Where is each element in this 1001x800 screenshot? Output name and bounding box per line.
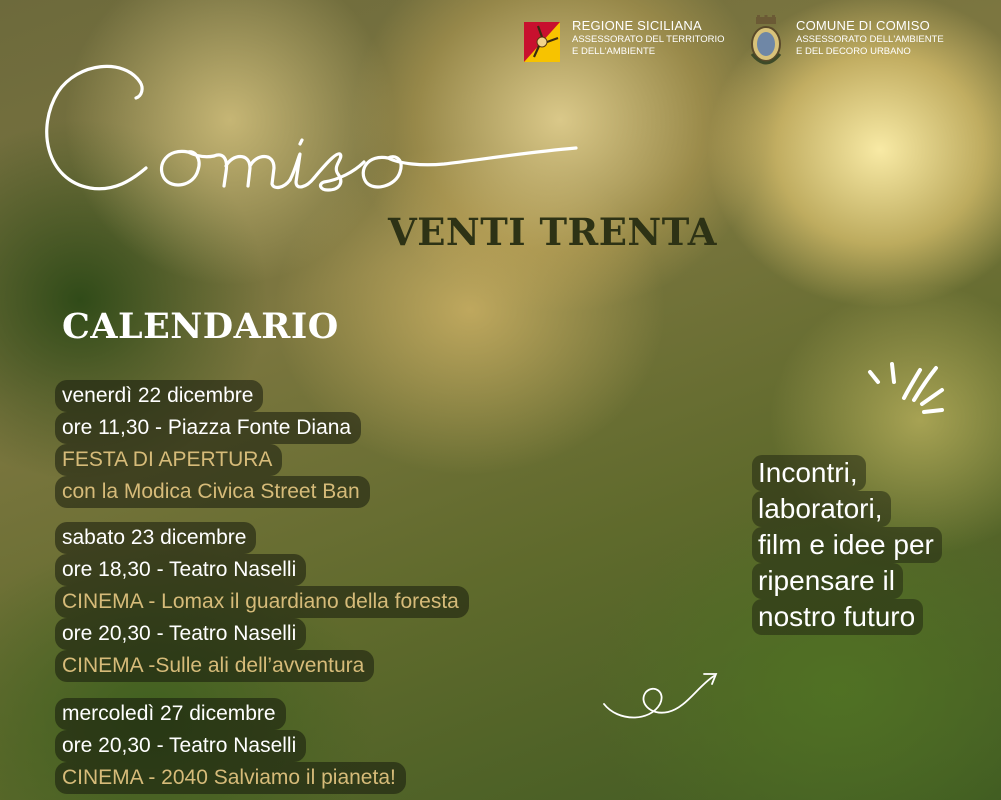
tagline-line-1: Incontri, — [752, 455, 866, 491]
event-2-date: sabato 23 dicembre — [55, 522, 256, 554]
comune-sub1: ASSESSORATO DELL'AMBIENTE — [796, 34, 944, 45]
tagline-line-2: laboratori, — [752, 491, 891, 527]
event-1-desc: con la Modica Civica Street Ban — [55, 476, 370, 508]
coat-of-arms-icon — [746, 14, 786, 70]
tagline-line-4: ripensare il — [752, 563, 903, 599]
tagline-line-3: film e idee per — [752, 527, 942, 563]
event-1-title: FESTA DI APERTURA — [55, 444, 282, 476]
regione-title: REGIONE SICILIANA — [572, 18, 702, 33]
event-2-title-1: CINEMA - Lomax il guardiano della foresta — [55, 586, 469, 618]
event-2-title-2: CINEMA -Sulle ali dell’avventura — [55, 650, 374, 682]
subtitle: VENTI TRENTA — [388, 210, 717, 254]
event-3-date: mercoledì 27 dicembre — [55, 698, 286, 730]
tagline-line-5: nostro futuro — [752, 599, 923, 635]
event-1-date: venerdì 22 dicembre — [55, 380, 263, 412]
tagline — [752, 455, 992, 635]
comune-comiso-logo — [746, 18, 944, 70]
comiso-script-logo — [28, 40, 588, 220]
curly-arrow-icon — [598, 660, 728, 730]
event-3-time: ore 20,30 - Teatro Naselli — [55, 730, 306, 762]
event-2-time-2: ore 20,30 - Teatro Naselli — [55, 618, 306, 650]
event-2-time-1: ore 18,30 - Teatro Naselli — [55, 554, 306, 586]
regione-sub1: ASSESSORATO DEL TERRITORIO — [572, 34, 725, 45]
event-3-title: CINEMA - 2040 Salviamo il pianeta! — [55, 762, 406, 794]
calendar-heading: CALENDARIO — [62, 306, 339, 347]
regione-sub2: E DELL'AMBIENTE — [572, 46, 656, 57]
comune-title: COMUNE DI COMISO — [796, 18, 930, 33]
sparkle-icon — [862, 360, 952, 430]
comune-sub2: E DEL DECORO URBANO — [796, 46, 911, 57]
event-1-time: ore 11,30 - Piazza Fonte Diana — [55, 412, 361, 444]
